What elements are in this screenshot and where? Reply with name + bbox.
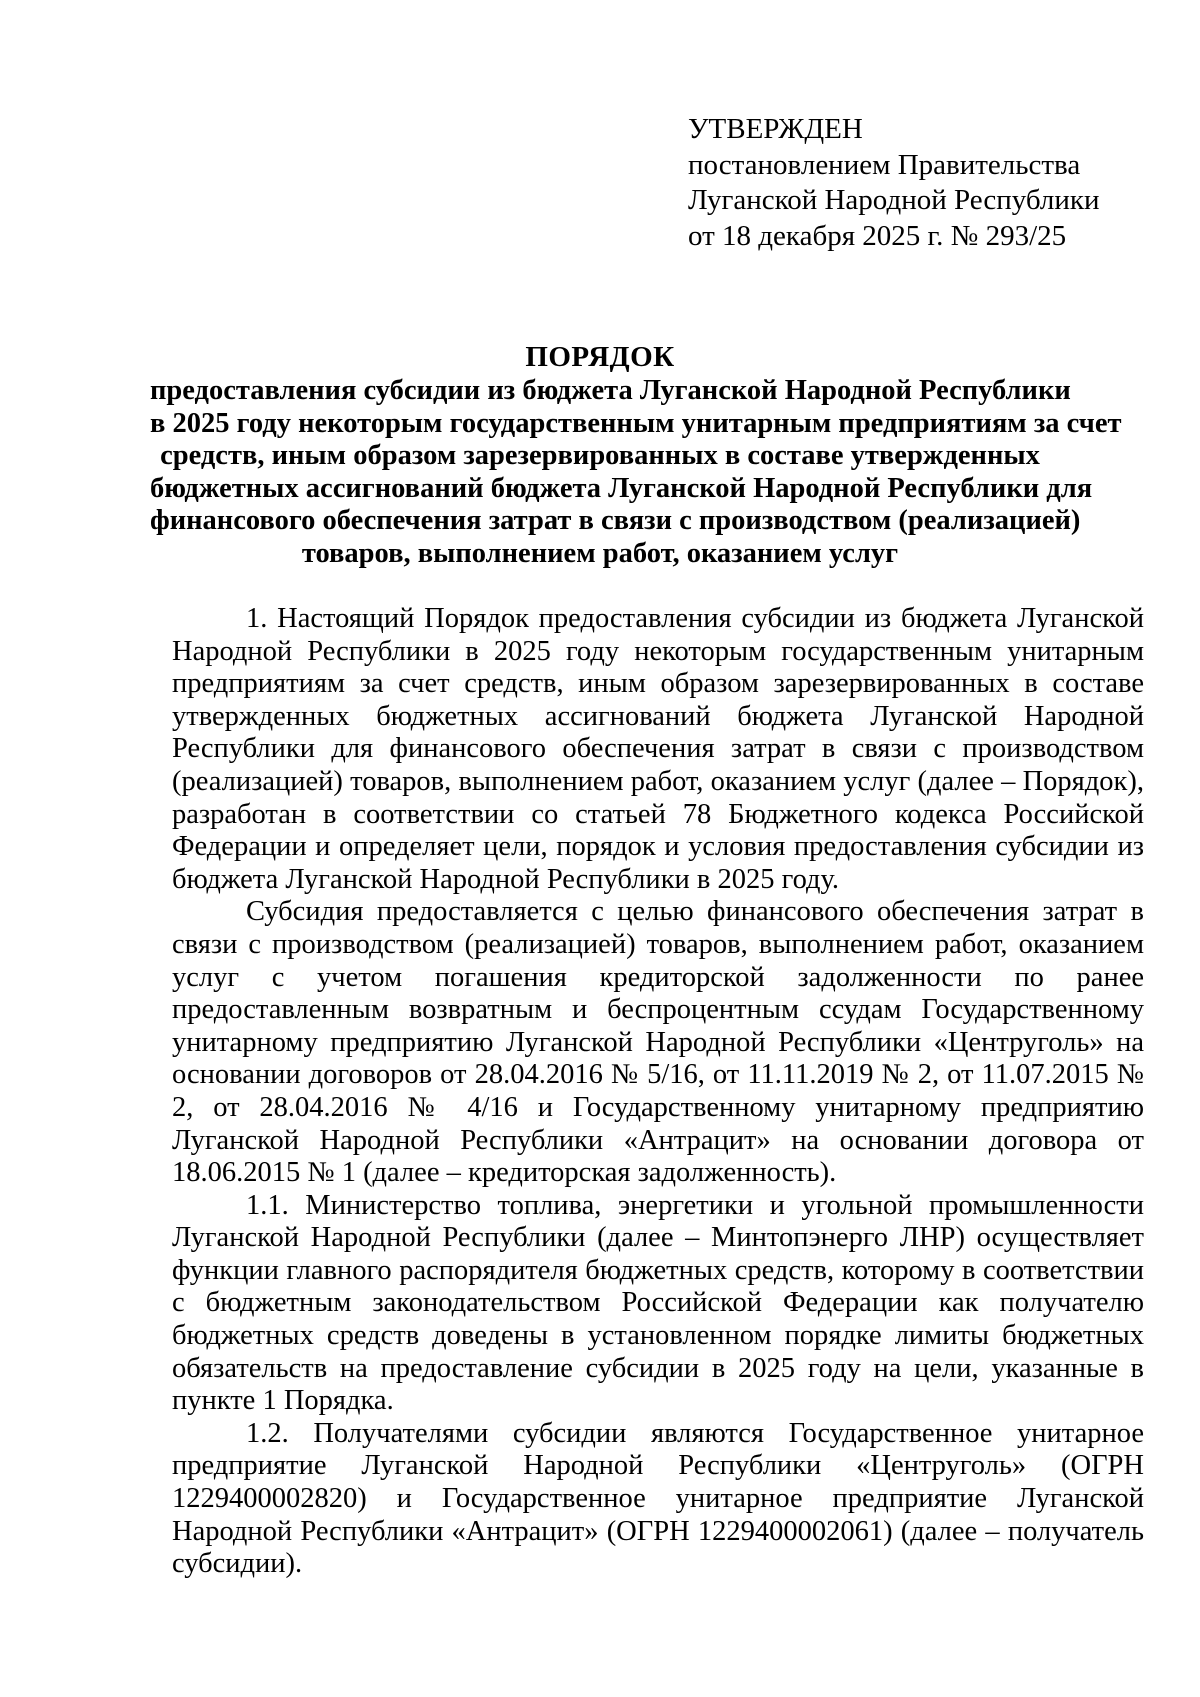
approval-date-number: от 18 декабря 2025 г. № 293/25 bbox=[688, 219, 1067, 252]
document-subtitle-line: предоставления субсидии из бюджета Луганской Народной Республики bbox=[150, 375, 1071, 406]
paragraph-1: 1. Настоящий Порядок предоставления субсидии из бюджета Луганской Народной Республики в 2025 году некоторым государственным унитарным предприятиям за счет средств, иным образом зарезервированных в составе утвержденных бюджетных ассигнований бюджета Луганской Народной Республики для финансового обеспечения затрат в связи с производством (реализацией) товаров, выполнением работ, оказанием услуг (далее – Порядок), разработан в соответствии со статьей 78 Бюджетного кодекса Российской Федерации и определяет цели, порядок и условия предоставления субсидии из бюджета Луганской Народной Республики в 2025 году. bbox=[172, 603, 1144, 895]
document-title: ПОРЯДОК bbox=[525, 341, 675, 373]
document-subtitle-line: бюджетных ассигнований бюджета Луганской Народной Республики для bbox=[150, 472, 1093, 504]
approval-authority: Луганской Народной Республики bbox=[688, 184, 1100, 216]
document-subtitle-line: в 2025 году некоторым государственным унитарным предприятиям за счет bbox=[150, 407, 1122, 439]
paragraph-1-1: 1.1. Министерство топлива, энергетики и угольной промышленности Луганской Народной Республики (далее – Минтопэнерго ЛНР) осуществляет функции главного распорядителя бюджетных средств, которому в соответствии с бюджетным законодательством Российской Федерации как получателю бюджетных средств доведены в установленном порядке лимиты бюджетных обязательств на предоставление субсидии в 2025 году на цели, указанные в пункте 1 Порядка. bbox=[172, 1189, 1144, 1417]
document-subtitle-line: товаров, выполнением работ, оказанием услуг bbox=[301, 537, 899, 569]
paragraph-subsidy-purpose: Субсидия предоставляется с целью финансового обеспечения затрат в связи с производством (реализацией) товаров, выполнением работ, оказанием услуг с учетом погашения кредиторской задолженности по ранее предоставленным возвратным и беспроцентным ссудам Государственному унитарному предприятию Луганской Народной Республики «Центруголь» на основании договоров от 28.04.2016 № 5/16, от 11.11.2019 № 2, от 11.07.2015 № 2, от 28.04.2016 № 4/16 и Государственному унитарному предприятию Луганской Народной Республики «Антрацит» на основании договора от 18.06.2015 № 1 (далее – кредиторская задолженность). bbox=[172, 896, 1144, 1189]
document-subtitle-line: средств, иным образом зарезервированных в составе утвержденных bbox=[160, 440, 1040, 471]
paragraph-1-2: 1.2. Получателями субсидии являются Государственное унитарное предприятие Луганской Народной Республики «Центруголь» (ОГРН 1229400002820) и Государственное унитарное предприятие Луганской Народной Республики «Антрацит» (ОГРН 1229400002061) (далее – получатель субсидии). bbox=[172, 1417, 1144, 1580]
document-title-block bbox=[150, 339, 1122, 570]
approval-basis: постановлением Правительства bbox=[688, 148, 1081, 181]
document-body bbox=[172, 603, 1144, 1581]
approval-status: УТВЕРЖДЕН bbox=[688, 113, 863, 145]
approval-stamp bbox=[688, 112, 1148, 254]
document-subtitle-line: финансового обеспечения затрат в связи с производством (реализацией) bbox=[150, 505, 1081, 536]
